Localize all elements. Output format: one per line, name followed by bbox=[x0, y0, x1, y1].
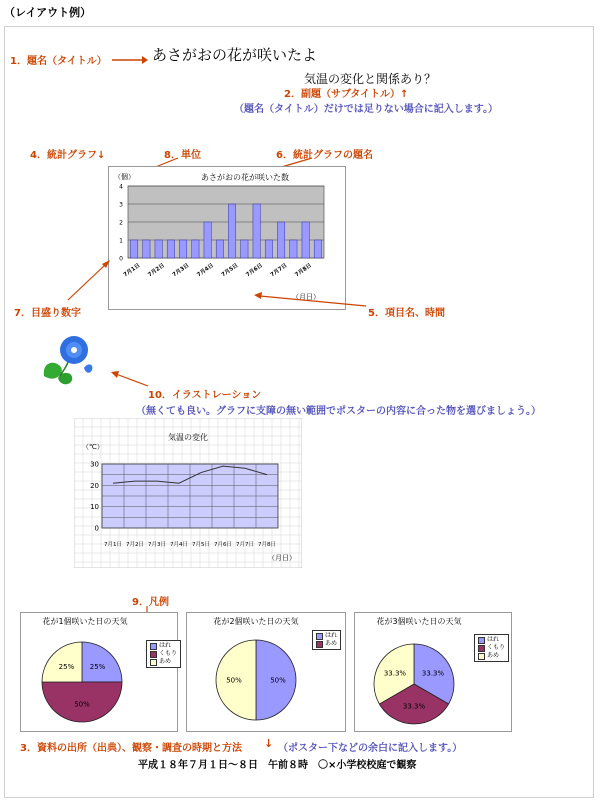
x-tick-label: 7月1日 bbox=[122, 262, 142, 279]
bar bbox=[143, 240, 150, 258]
bar bbox=[204, 222, 211, 258]
scale-annotation: 7．目盛り数字 bbox=[14, 308, 81, 319]
x-tick-label: 7月1日 bbox=[104, 542, 122, 548]
x-tick-label: 7月4日 bbox=[196, 262, 215, 279]
bar bbox=[302, 222, 309, 258]
y-tick-label: 30 bbox=[90, 460, 99, 469]
x-tick-label: 7月7日 bbox=[236, 542, 254, 548]
bar bbox=[192, 240, 199, 258]
subtitle-annotation: 2．副題（サブタイトル）↑ bbox=[284, 89, 409, 100]
bar bbox=[277, 222, 284, 258]
x-tick-label: 7月5日 bbox=[192, 542, 210, 548]
legend-swatch bbox=[150, 651, 157, 658]
legend-item: あめ bbox=[478, 652, 505, 660]
x-tick-label: 7月7日 bbox=[269, 262, 289, 279]
legend-swatch bbox=[478, 653, 485, 660]
pie-slice-label: 50% bbox=[226, 676, 242, 685]
legend-swatch bbox=[150, 643, 157, 650]
graph-title-annotation: 6．統計グラフの題名 bbox=[276, 150, 373, 161]
pie-slice-label: 50% bbox=[74, 700, 90, 709]
bar bbox=[265, 240, 272, 258]
legend-item: あめ bbox=[150, 658, 177, 666]
unit-annotation: 8．単位 bbox=[164, 150, 201, 161]
item-arrow bbox=[250, 288, 370, 312]
pie-slice-label: 33.3% bbox=[383, 669, 407, 678]
y-tick-label: 1 bbox=[119, 237, 123, 245]
legend-item: くもり bbox=[150, 650, 177, 658]
legend-item: はれ bbox=[316, 632, 337, 640]
y-tick-label: 3 bbox=[119, 201, 123, 209]
pie-slice-label: 33.3% bbox=[402, 702, 426, 711]
x-tick-label: 7月8日 bbox=[258, 542, 276, 548]
y-tick-label: 20 bbox=[90, 481, 99, 490]
legend-swatch bbox=[150, 659, 157, 666]
legend-item: はれ bbox=[478, 636, 505, 644]
scale-arrow bbox=[62, 256, 122, 306]
pie-1-legend bbox=[146, 640, 181, 668]
bar bbox=[130, 240, 137, 258]
legend-swatch bbox=[478, 637, 485, 644]
pie-slice-label: 50% bbox=[270, 676, 286, 685]
y-tick-label: 0 bbox=[94, 524, 99, 533]
x-tick-label: 7月2日 bbox=[126, 542, 144, 548]
page-heading: （レイアウト例） bbox=[4, 6, 92, 19]
x-tick-label: 7月3日 bbox=[171, 262, 191, 279]
illustration-annotation: 10．イラストレーション bbox=[148, 390, 262, 401]
bar bbox=[241, 240, 248, 258]
x-tick-label: 7月6日 bbox=[214, 542, 232, 548]
title-annotation: 1．題名（タイトル） bbox=[10, 56, 107, 67]
x-tick-label: 7月8日 bbox=[294, 262, 313, 279]
pie-slice-label: 25% bbox=[89, 662, 106, 671]
illustration-arrow bbox=[108, 370, 152, 390]
x-tick-label: 7月6日 bbox=[245, 262, 264, 279]
pie-1-title: 花が1個咲いた日の天気 bbox=[42, 617, 128, 626]
pie-3-title: 花が3個咲いた日の天気 bbox=[376, 617, 462, 626]
subtitle-note: （題名（タイトル）だけでは足りない場合に記入します。） bbox=[234, 104, 498, 115]
source-annotation: 3．資料の出所（出典）、観察・調査の時期と方法 bbox=[20, 743, 242, 754]
pie-chart-1 bbox=[20, 612, 176, 730]
pie-3-legend bbox=[474, 634, 509, 662]
bar-chart-unit: （個） bbox=[114, 173, 135, 181]
legend-swatch bbox=[478, 645, 485, 652]
source-note: （ポスター下などの余白に記入します。） bbox=[278, 743, 463, 754]
x-tick-label: 7月2日 bbox=[147, 262, 166, 279]
bar bbox=[253, 204, 260, 258]
illustration-note: （無くても良い。グラフに支障の無い範囲でポスターの内容に合った物を選びましょう。） bbox=[136, 406, 541, 417]
pie-2-legend bbox=[312, 630, 341, 650]
pie-2-title: 花が2個咲いた日の天気 bbox=[213, 617, 299, 626]
graph-annotation: 4．統計グラフ↓ bbox=[30, 150, 106, 161]
title-arrow bbox=[110, 52, 150, 66]
poster-title: あさがおの花が咲いたよ bbox=[152, 46, 318, 64]
source-line: 平成１８年７月１日～８日 午前８時 〇×小学校校庭で観察 bbox=[138, 760, 417, 771]
bar bbox=[155, 240, 162, 258]
bar bbox=[216, 240, 223, 258]
legend-swatch bbox=[316, 633, 323, 640]
bar bbox=[314, 240, 321, 258]
poster-subtitle: 気温の変化と関係あり？ bbox=[304, 72, 437, 86]
legend-annotation: 9．凡例 bbox=[132, 597, 169, 608]
morning-glory-icon bbox=[38, 332, 98, 388]
legend-item: はれ bbox=[150, 642, 177, 650]
pie-slice-label: 33.3% bbox=[421, 669, 445, 678]
pie-chart-3 bbox=[354, 612, 510, 730]
y-tick-label: 4 bbox=[119, 183, 123, 191]
bar bbox=[179, 240, 186, 258]
x-tick-label: 7月3日 bbox=[148, 542, 166, 548]
x-tick-label: 7月4日 bbox=[170, 542, 188, 548]
bar-chart bbox=[108, 166, 344, 308]
temp-chart-unit: （℃） bbox=[82, 443, 104, 451]
bar bbox=[228, 204, 235, 258]
legend-swatch bbox=[316, 641, 323, 648]
bar-chart-xlabel: （月日） bbox=[292, 293, 320, 301]
bar bbox=[167, 240, 174, 258]
bar-chart-title: あさがおの花が咲いた数 bbox=[201, 173, 289, 182]
y-tick-label: 0 bbox=[119, 255, 123, 263]
temp-chart-xlabel: （月日） bbox=[268, 554, 296, 562]
legend-item: あめ bbox=[316, 640, 337, 648]
y-tick-label: 10 bbox=[90, 503, 99, 512]
pie-slice-label: 25% bbox=[58, 662, 75, 671]
temp-chart-title: 気温の変化 bbox=[168, 433, 208, 442]
item-annotation: 5．項目名、時間 bbox=[368, 308, 445, 319]
legend-item: くもり bbox=[478, 644, 505, 652]
bar bbox=[290, 240, 297, 258]
y-tick-label: 2 bbox=[119, 219, 123, 227]
x-tick-label: 7月5日 bbox=[220, 262, 240, 279]
temperature-chart bbox=[74, 418, 302, 568]
source-arrow: ↓ bbox=[264, 737, 274, 750]
